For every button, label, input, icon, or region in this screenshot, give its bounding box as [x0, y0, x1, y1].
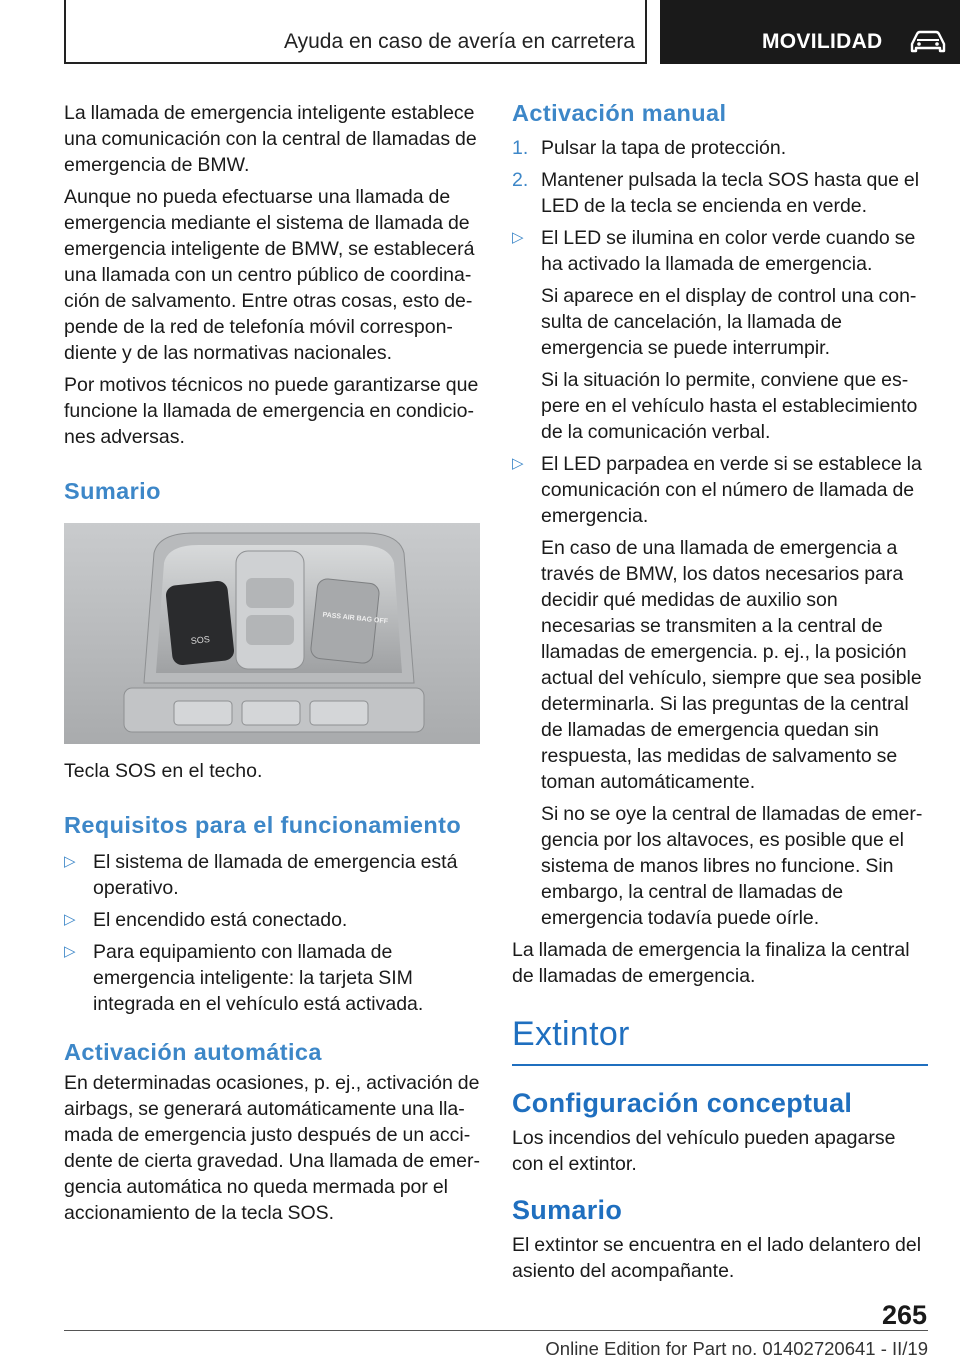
triangle-bullet-icon: ▷ [512, 455, 524, 472]
section-title: Ayuda en caso de avería en carretera [283, 30, 635, 53]
chapter-label: MOVILIDAD [762, 30, 883, 53]
footer-divider [64, 1330, 928, 1331]
section-divider [512, 1064, 928, 1066]
heading-activacion-manual: Activación manual [512, 100, 727, 126]
heading-sumario: Sumario [64, 478, 161, 504]
header-section-box [64, 0, 647, 64]
automatica-paragraph: En determinadas ocasiones, p. ej., activación de airbags, se generará automáticamente una llamada de emergencia justo después de un accidente de cierta gravedad. Una llamada de emergencia automática no queda mermada por el accionamiento de la tecla SOS. [64, 1072, 481, 1224]
sos-key-label: SOS [190, 634, 211, 647]
requisitos-list [64, 849, 480, 1017]
heading-requisitos: Requisitos para el funcionamiento [64, 812, 462, 838]
intro-paragraph-3: Por motivos técnicos no puede garantizarse que funcione la llamada de emergencia en condiciones adversas. [64, 374, 479, 448]
list-item: ▷ El LED parpadea en verde si se establece la comunicación con el número de llamada de emergencia. En caso de una llamada de emergencia a través de BMW, los datos necesarios para decidir qué medidas de auxilio son necesarias se transmiten a la central de llamadas de emergencia. p. ej., la posición actual del vehículo, siempre que sea posible determinarla. Si las preguntas de la central de llamadas de emergencia quedan sin respuesta, las medidas de salvamento se toman automáticamente. Si no se oye la central de llamadas de emergencia por los altavoces, es posible que el sistema de manos libres no funcione. Sin embargo, la central de llamadas de emergencia todavía puede oírle. [512, 453, 923, 929]
sumario-extintor-paragraph: El extintor se encuentra en el lado delantero del asiento del acompañante. [512, 1234, 922, 1282]
step-item: 2. Mantener pulsada la tecla SOS hasta que el LED de la tecla se encienda en verde. [512, 169, 920, 217]
airbag-key-label: PASS AIR BAG OFF [322, 611, 389, 626]
page-number: 265 [881, 1300, 927, 1330]
photo-caption: Tecla SOS en el techo. [64, 760, 263, 782]
config-paragraph: Los incendios del vehículo pueden apagarse con el extintor. [512, 1127, 896, 1175]
led-status-list [512, 225, 928, 931]
manual-steps [512, 135, 928, 219]
triangle-bullet-icon: ▷ [64, 943, 76, 960]
left-column [64, 100, 480, 1232]
heading-configuracion: Configuración conceptual [512, 1088, 853, 1118]
triangle-bullet-icon: ▷ [512, 229, 524, 246]
step-item: 1. Pulsar la tapa de protección. [512, 137, 787, 159]
triangle-bullet-icon: ▷ [64, 911, 76, 928]
list-item: ▷ Para equipamiento con llamada de emergencia inteligente: la tarjeta SIM integrada en el vehículo está activada. [64, 941, 424, 1015]
edition-info: Online Edition for Part no. 01402720641 - II/19 [545, 1338, 928, 1359]
chapter-tab [660, 0, 960, 64]
heading-extintor: Extintor [512, 1015, 630, 1053]
car-icon [908, 28, 948, 56]
right-column [512, 100, 928, 1290]
list-item: ▷ El LED se ilumina en color verde cuando se ha activado la llamada de emergencia. Si aparece en el display de control una consulta de cancelación, la llamada de emergencia se puede interrumpir. Si la situación lo permite, conviene que espere en el vehículo hasta el establecimiento de la comunicación verbal. [512, 227, 918, 443]
heading-activacion-automatica: Activación automática [64, 1039, 322, 1065]
intro-paragraph-2: Aunque no pueda efectuarse una llamada de emergencia mediante el sistema de llamada de emergencia inteligente de BMW, se establecerá una llamada con un centro público de coordinación de salvamento. Entre otras cosas, esto depende de la red de telefonía móvil correspondiente y de las normativas nacionales. [64, 186, 475, 364]
heading-sumario-extintor: Sumario [512, 1195, 623, 1225]
closing-paragraph: La llamada de emergencia la finaliza la central de llamadas de emergencia. [512, 939, 910, 987]
triangle-bullet-icon: ▷ [64, 853, 76, 870]
sos-button-photo [64, 523, 480, 744]
list-item: ▷ El sistema de llamada de emergencia está operativo. [64, 851, 458, 899]
list-item: ▷ El encendido está conectado. [64, 909, 348, 931]
intro-paragraph-1: La llamada de emergencia inteligente establece una comunicación con la central de llamadas de emergencia de BMW. [64, 102, 477, 176]
